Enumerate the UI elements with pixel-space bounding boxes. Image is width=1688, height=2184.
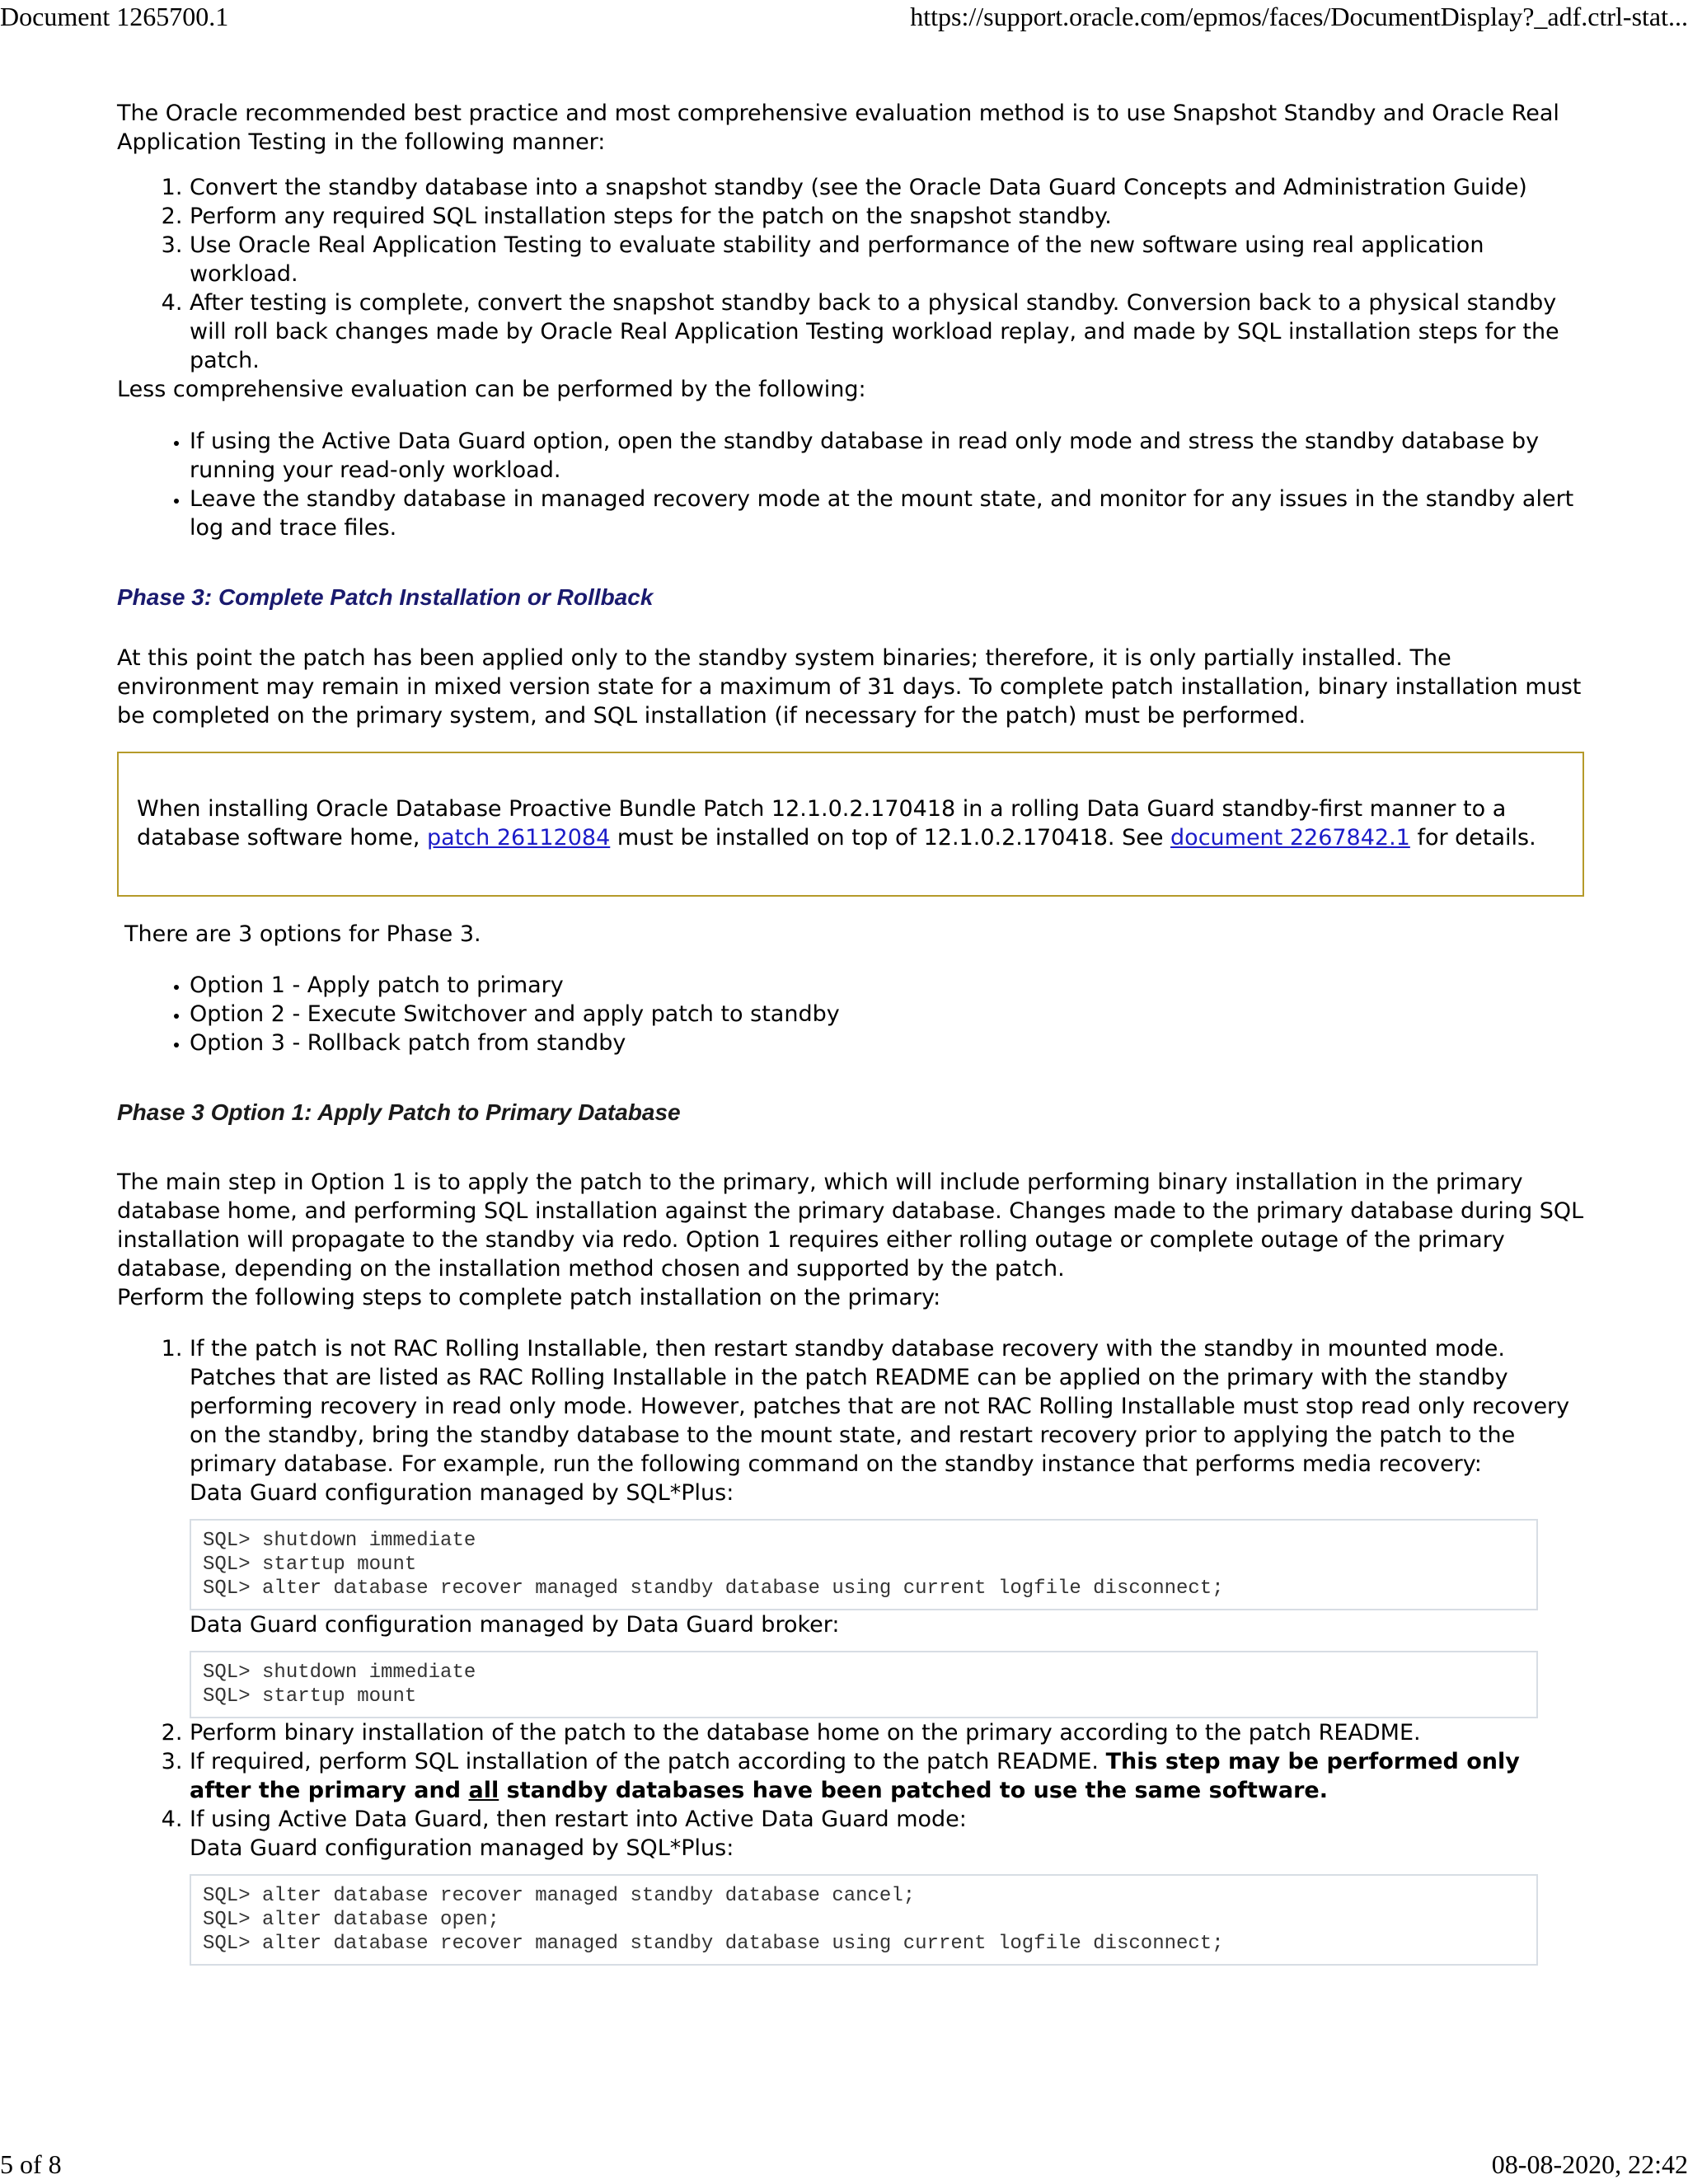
phase3-body: At this point the patch has been applied only to the standby system binaries; therefore, it is only partially installed. The environment may remain in mixed version state for a maximum of 31 days. To complete patch installation, binary installation must be completed on the primary system, and SQL installation (if necessary for the patch) must be performed.: [117, 645, 1582, 729]
list-item: 2. Perform any required SQL installation steps for the patch on the snapshot standby.: [190, 202, 1584, 231]
list-item: [190, 1334, 1584, 1718]
option1-heading: Phase 3 Option 1: Apply Patch to Primary Database: [117, 1099, 681, 1125]
option1-body: The main step in Option 1 is to apply the patch to the primary, which will include performing binary installation in the primary database home, and performing SQL installation against the primary database. Changes made to the primary database during SQL installation will propagate to the standby via redo. Option 1 requires either rolling outage or complete outage of the primary database, depending on the installation method chosen and supported by the patch.: [117, 1169, 1584, 1282]
sqlplus-code-block: SQL> shutdown immediate SQL> startup mount SQL> alter database recover managed standby database using current logfile disconnect;: [190, 1519, 1538, 1610]
phase3-heading: Phase 3: Complete Patch Installation or Rollback: [117, 584, 654, 610]
less-comprehensive-paragraph: Less comprehensive evaluation can be performed by the following:: [117, 377, 866, 402]
note-box: [117, 752, 1584, 897]
step-text: If using Active Data Guard, then restart into Active Data Guard mode:: [190, 1807, 967, 1832]
option1-steps-list: [117, 1334, 1584, 1966]
less-bullets-list: [117, 427, 1584, 542]
list-item: 3. Use Oracle Real Application Testing to evaluate stability and performance of the new software using real application workload.: [190, 231, 1584, 288]
patch-link[interactable]: patch 26112084: [427, 825, 611, 851]
list-item: 2. Perform binary installation of the patch to the database home on the primary according to the patch README.: [190, 1718, 1584, 1747]
document-body: [117, 99, 1584, 1966]
list-item: • Option 1 - Apply patch to primary: [190, 971, 1584, 1000]
adg-code-block: SQL> alter database recover managed standby database cancel; SQL> alter database open; SQL> alter database recover managed standby database using current logfile disconnect;: [190, 1874, 1538, 1966]
print-datetime: 08-08-2020, 22:42: [1491, 2149, 1688, 2179]
list-item: • If using the Active Data Guard option, open the standby database in read only mode and stress the standby database by running your read-only workload.: [190, 427, 1584, 485]
list-item: • Leave the standby database in managed recovery mode at the mount state, and monitor for any issues in the standby alert log and trace files.: [190, 485, 1584, 542]
document-id: Document 1265700.1: [0, 2, 229, 31]
options-list: [117, 971, 1584, 1057]
sqlplus-label: Data Guard configuration managed by SQL*Plus:: [190, 1480, 734, 1506]
intro-paragraph: The Oracle recommended best practice and most comprehensive evaluation method is to use Snapshot Standby and Oracle Real Application Testing in the following manner:: [117, 101, 1559, 155]
document-link[interactable]: document 2267842.1: [1170, 825, 1410, 851]
list-item: 4. After testing is complete, convert the snapshot standby back to a physical standby. Conversion back to a physical standby will roll back changes made by Oracle Real Application Testing workload replay, and made by SQL installation steps for the patch.: [190, 288, 1584, 375]
list-item: • Option 2 - Execute Switchover and apply patch to standby: [190, 1000, 1584, 1029]
option1-steps-intro: Perform the following steps to complete patch installation on the primary:: [117, 1285, 941, 1310]
step-text: If the patch is not RAC Rolling Installable, then restart standby database recovery with the standby in mounted mode. Patches that are listed as RAC Rolling Installable in the patch README can be applied on the primary with the standby performing recovery in read only mode. However, patches that are not RAC Rolling Installable must stop read only recovery on the standby, bring the standby database to the mount state, and restart recovery prior to applying the patch to the primary database. For example, run the following command on the standby instance that performs media recovery:: [190, 1336, 1570, 1477]
page-number: 5 of 8: [0, 2149, 62, 2179]
broker-code-block: SQL> shutdown immediate SQL> startup mount: [190, 1651, 1538, 1718]
note-text: When installing Oracle Database Proactive Bundle Patch 12.1.0.2.170418 in a rolling Data Guard standby-first manner to a database software home, patch 26112084 must be installed on top of 12.1.0.2.170418. See document 2267842.1 for details.: [137, 796, 1536, 851]
adg-label: Data Guard configuration managed by SQL*Plus:: [190, 1835, 734, 1861]
list-item: [190, 1805, 1584, 1966]
list-item: • Option 3 - Rollback patch from standby: [190, 1029, 1584, 1057]
options-intro: There are 3 options for Phase 3.: [124, 921, 481, 947]
intro-steps-list: [117, 173, 1584, 375]
list-item: 3. If required, perform SQL installation of the patch according to the patch README. This step may be performed only after the primary and all standby databases have been patched to use the same software.: [190, 1747, 1584, 1805]
list-item: 1. Convert the standby database into a snapshot standby (see the Oracle Data Guard Concepts and Administration Guide): [190, 173, 1584, 202]
page-url: https://support.oracle.com/epmos/faces/DocumentDisplay?_adf.ctrl-stat...: [910, 2, 1688, 31]
broker-label: Data Guard configuration managed by Data Guard broker:: [190, 1612, 840, 1638]
